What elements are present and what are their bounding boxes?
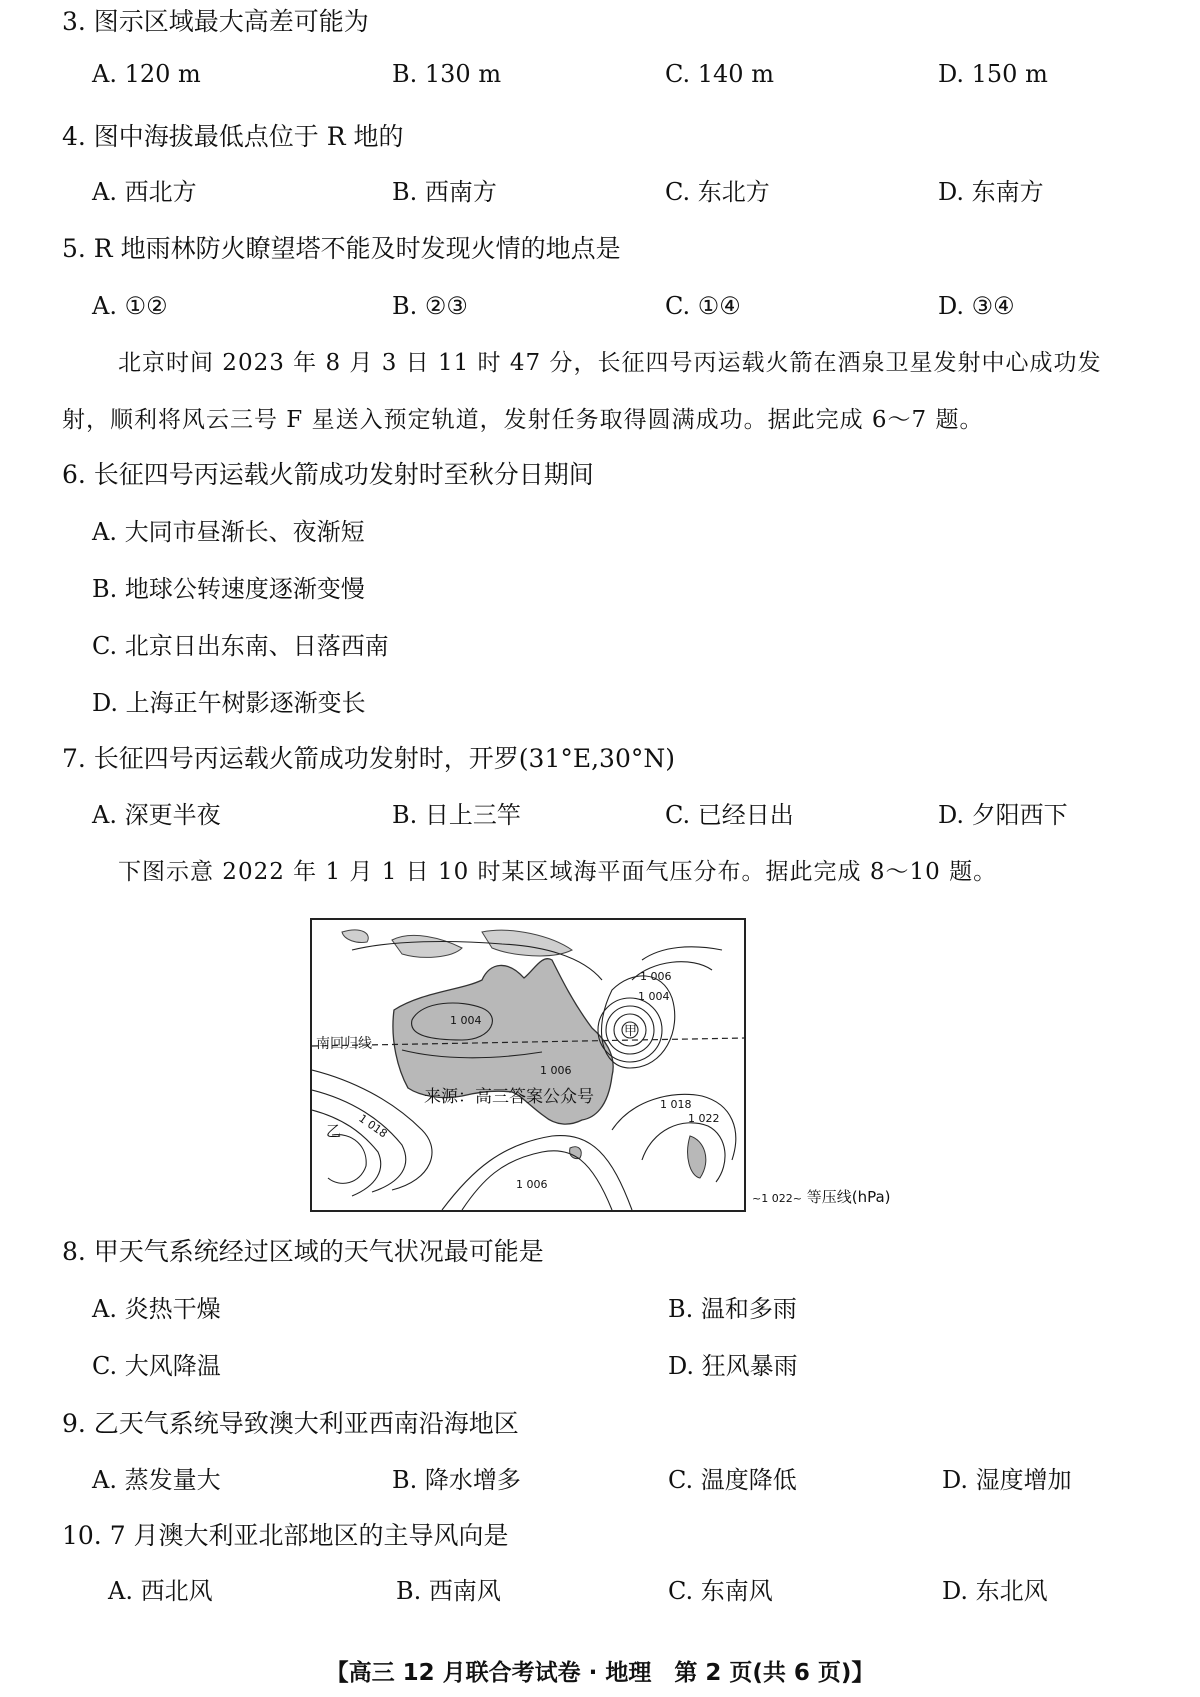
q9-option-b[interactable]: B. 降水增多 [392, 1466, 521, 1494]
q4-option-b[interactable]: B. 西南方 [392, 178, 497, 206]
q4-option-d[interactable]: D. 东南方 [938, 178, 1044, 206]
question-9-stem: 9. 乙天气系统导致澳大利亚西南沿海地区 [62, 1409, 519, 1438]
isobar-label: 1 006 [540, 1064, 572, 1077]
page-footer: 【高三 12 月联合考试卷 · 地理 第 2 页(共 6 页)】 [325, 1660, 875, 1686]
q4-option-c[interactable]: C. 东北方 [665, 178, 770, 206]
legend-text: 等压线(hPa) [806, 1188, 891, 1206]
question-6-stem: 6. 长征四号丙运载火箭成功发射时至秋分日期间 [62, 460, 594, 489]
q5-option-b[interactable]: B. ②③ [392, 292, 468, 320]
isobar-label: 1 018 [356, 1111, 390, 1141]
q8-option-c[interactable]: C. 大风降温 [92, 1352, 221, 1380]
q9-option-d[interactable]: D. 湿度增加 [942, 1466, 1072, 1494]
intro-8-10: 下图示意 2022 年 1 月 1 日 10 时某区域海平面气压分布。据此完成 8～10 题。 [118, 859, 998, 885]
isobar-label: 1 004 [450, 1014, 482, 1027]
q3-option-a[interactable]: A. 120 m [92, 60, 201, 88]
q4-option-a[interactable]: A. 西北方 [92, 178, 197, 206]
watermark: 来源：高三答案公众号 [424, 1087, 594, 1107]
intro-6-7-line-2: 射，顺利将风云三号 F 星送入预定轨道，发射任务取得圆满成功。据此完成 6～7 题。 [62, 407, 984, 433]
q9-option-c[interactable]: C. 温度降低 [668, 1466, 797, 1494]
q6-option-b[interactable]: B. 地球公转速度逐渐变慢 [92, 575, 365, 603]
map-legend [752, 1186, 891, 1207]
q3-option-c[interactable]: C. 140 m [665, 60, 774, 88]
q3-option-d[interactable]: D. 150 m [938, 60, 1048, 88]
q10-option-c[interactable]: C. 东南风 [668, 1577, 773, 1605]
q7-option-c[interactable]: C. 已经日出 [665, 801, 794, 829]
isobar-label: 1 018 [660, 1098, 692, 1111]
q9-option-a[interactable]: A. 蒸发量大 [92, 1466, 221, 1494]
question-8-stem: 8. 甲天气系统经过区域的天气状况最可能是 [62, 1237, 544, 1266]
legend-isobar-symbol: ~1 022~ [752, 1192, 802, 1205]
q6-option-c[interactable]: C. 北京日出东南、日落西南 [92, 632, 389, 660]
q7-option-a[interactable]: A. 深更半夜 [92, 801, 221, 829]
q5-option-d[interactable]: D. ③④ [938, 292, 1015, 320]
isobar-label: 1 004 [638, 990, 670, 1003]
question-5-stem: 5. R 地雨林防火瞭望塔不能及时发现火情的地点是 [62, 234, 621, 263]
q3-option-b[interactable]: B. 130 m [392, 60, 502, 88]
intro-6-7-line-1: 北京时间 2023 年 8 月 3 日 11 时 47 分，长征四号丙运载火箭在酒泉卫星发射中心成功发 [118, 350, 1102, 376]
q6-option-a[interactable]: A. 大同市昼渐长、夜渐短 [92, 518, 365, 546]
jia-label: 甲 [624, 1024, 638, 1039]
q7-option-b[interactable]: B. 日上三竿 [392, 801, 521, 829]
question-10-stem: 10. 7 月澳大利亚北部地区的主导风向是 [62, 1521, 509, 1550]
q5-option-c[interactable]: C. ①④ [665, 292, 741, 320]
pressure-map [310, 918, 746, 1212]
q8-option-d[interactable]: D. 狂风暴雨 [668, 1352, 798, 1380]
q10-option-b[interactable]: B. 西南风 [396, 1577, 501, 1605]
question-7-stem: 7. 长征四号丙运载火箭成功发射时，开罗(31°E,30°N) [62, 744, 676, 773]
isobar-label: 1 006 [516, 1178, 548, 1191]
question-3-stem: 3. 图示区域最大高差可能为 [62, 7, 369, 36]
isobar-label: 1 006 [640, 970, 672, 983]
tropic-label: 南回归线 [316, 1036, 372, 1052]
q10-option-a[interactable]: A. 西北风 [108, 1577, 213, 1605]
q5-option-a[interactable]: A. ①② [92, 292, 168, 320]
q6-option-d[interactable]: D. 上海正午树影逐渐变长 [92, 689, 366, 717]
q10-option-d[interactable]: D. 东北风 [942, 1577, 1048, 1605]
q7-option-d[interactable]: D. 夕阳西下 [938, 801, 1068, 829]
isobar-label: 1 022 [688, 1112, 720, 1125]
q8-option-a[interactable]: A. 炎热干燥 [92, 1295, 221, 1323]
yi-label: 乙 [326, 1122, 342, 1140]
q8-option-b[interactable]: B. 温和多雨 [668, 1295, 797, 1323]
question-4-stem: 4. 图中海拔最低点位于 R 地的 [62, 122, 404, 151]
